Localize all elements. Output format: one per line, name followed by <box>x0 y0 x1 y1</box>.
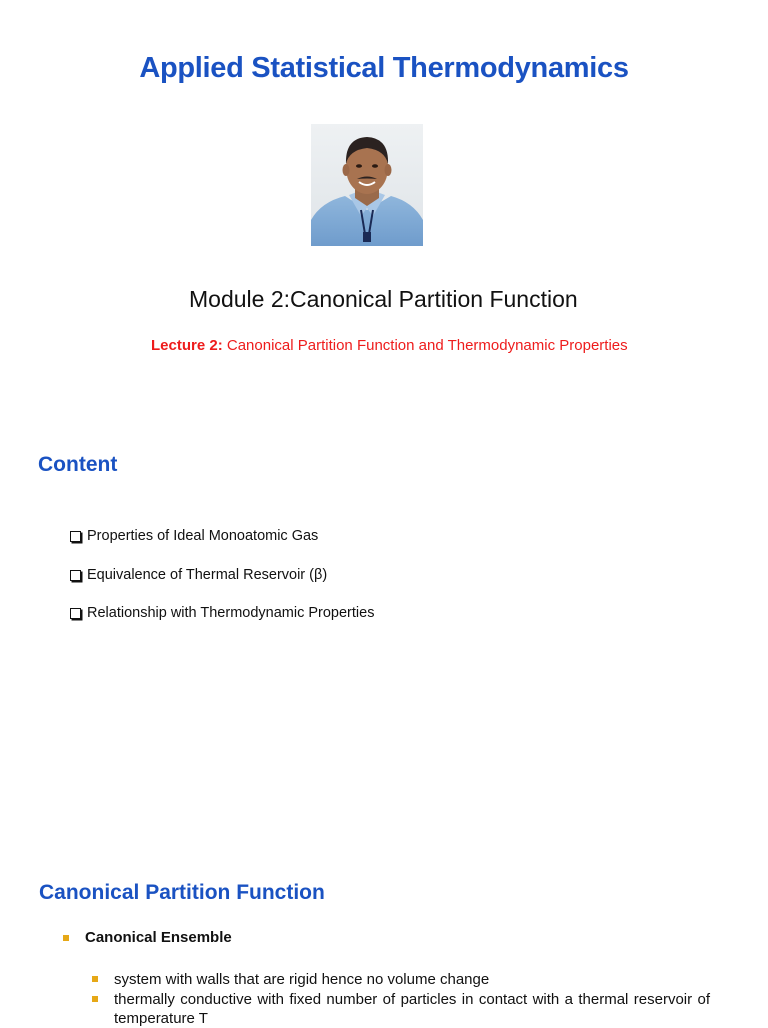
module-title: Module 2:Canonical Partition Function <box>189 286 578 312</box>
content-list-item <box>68 605 374 621</box>
presenter-photo <box>311 124 423 246</box>
sub-bullet-item <box>92 970 710 989</box>
checkbox-bullet-icon <box>70 531 81 542</box>
content-item-label: Equivalence of Thermal Reservoir (β) <box>87 567 328 583</box>
bullet-label: Canonical Ensemble <box>85 929 232 946</box>
content-list-item <box>68 567 327 583</box>
sub-bullet-text: thermally conductive with fixed number of particles in contact with a thermal reservoir of temperature T <box>114 991 710 1027</box>
bullet-item <box>63 929 232 946</box>
square-bullet-icon <box>92 996 98 1002</box>
checkbox-bullet-icon <box>70 608 81 619</box>
checkbox-bullet-icon <box>70 570 81 581</box>
lecture-title: Canonical Partition Function and Thermodynamic Properties <box>226 337 628 354</box>
lecture-subtitle <box>151 337 628 354</box>
sub-bullet-text: system with walls that are rigid hence no volume change <box>114 971 490 988</box>
lecture-label: Lecture 2: <box>151 337 223 354</box>
content-item-label: Relationship with Thermodynamic Properties <box>87 605 375 621</box>
content-item-label: Properties of Ideal Monoatomic Gas <box>87 528 319 544</box>
square-bullet-icon <box>92 976 98 982</box>
section-heading: Canonical Partition Function <box>39 881 325 904</box>
page-title: Applied Statistical Thermodynamics <box>139 52 629 84</box>
content-heading: Content <box>38 453 118 476</box>
content-list-item <box>68 528 318 544</box>
sub-bullet-item <box>92 990 710 1028</box>
square-bullet-icon <box>63 935 69 941</box>
